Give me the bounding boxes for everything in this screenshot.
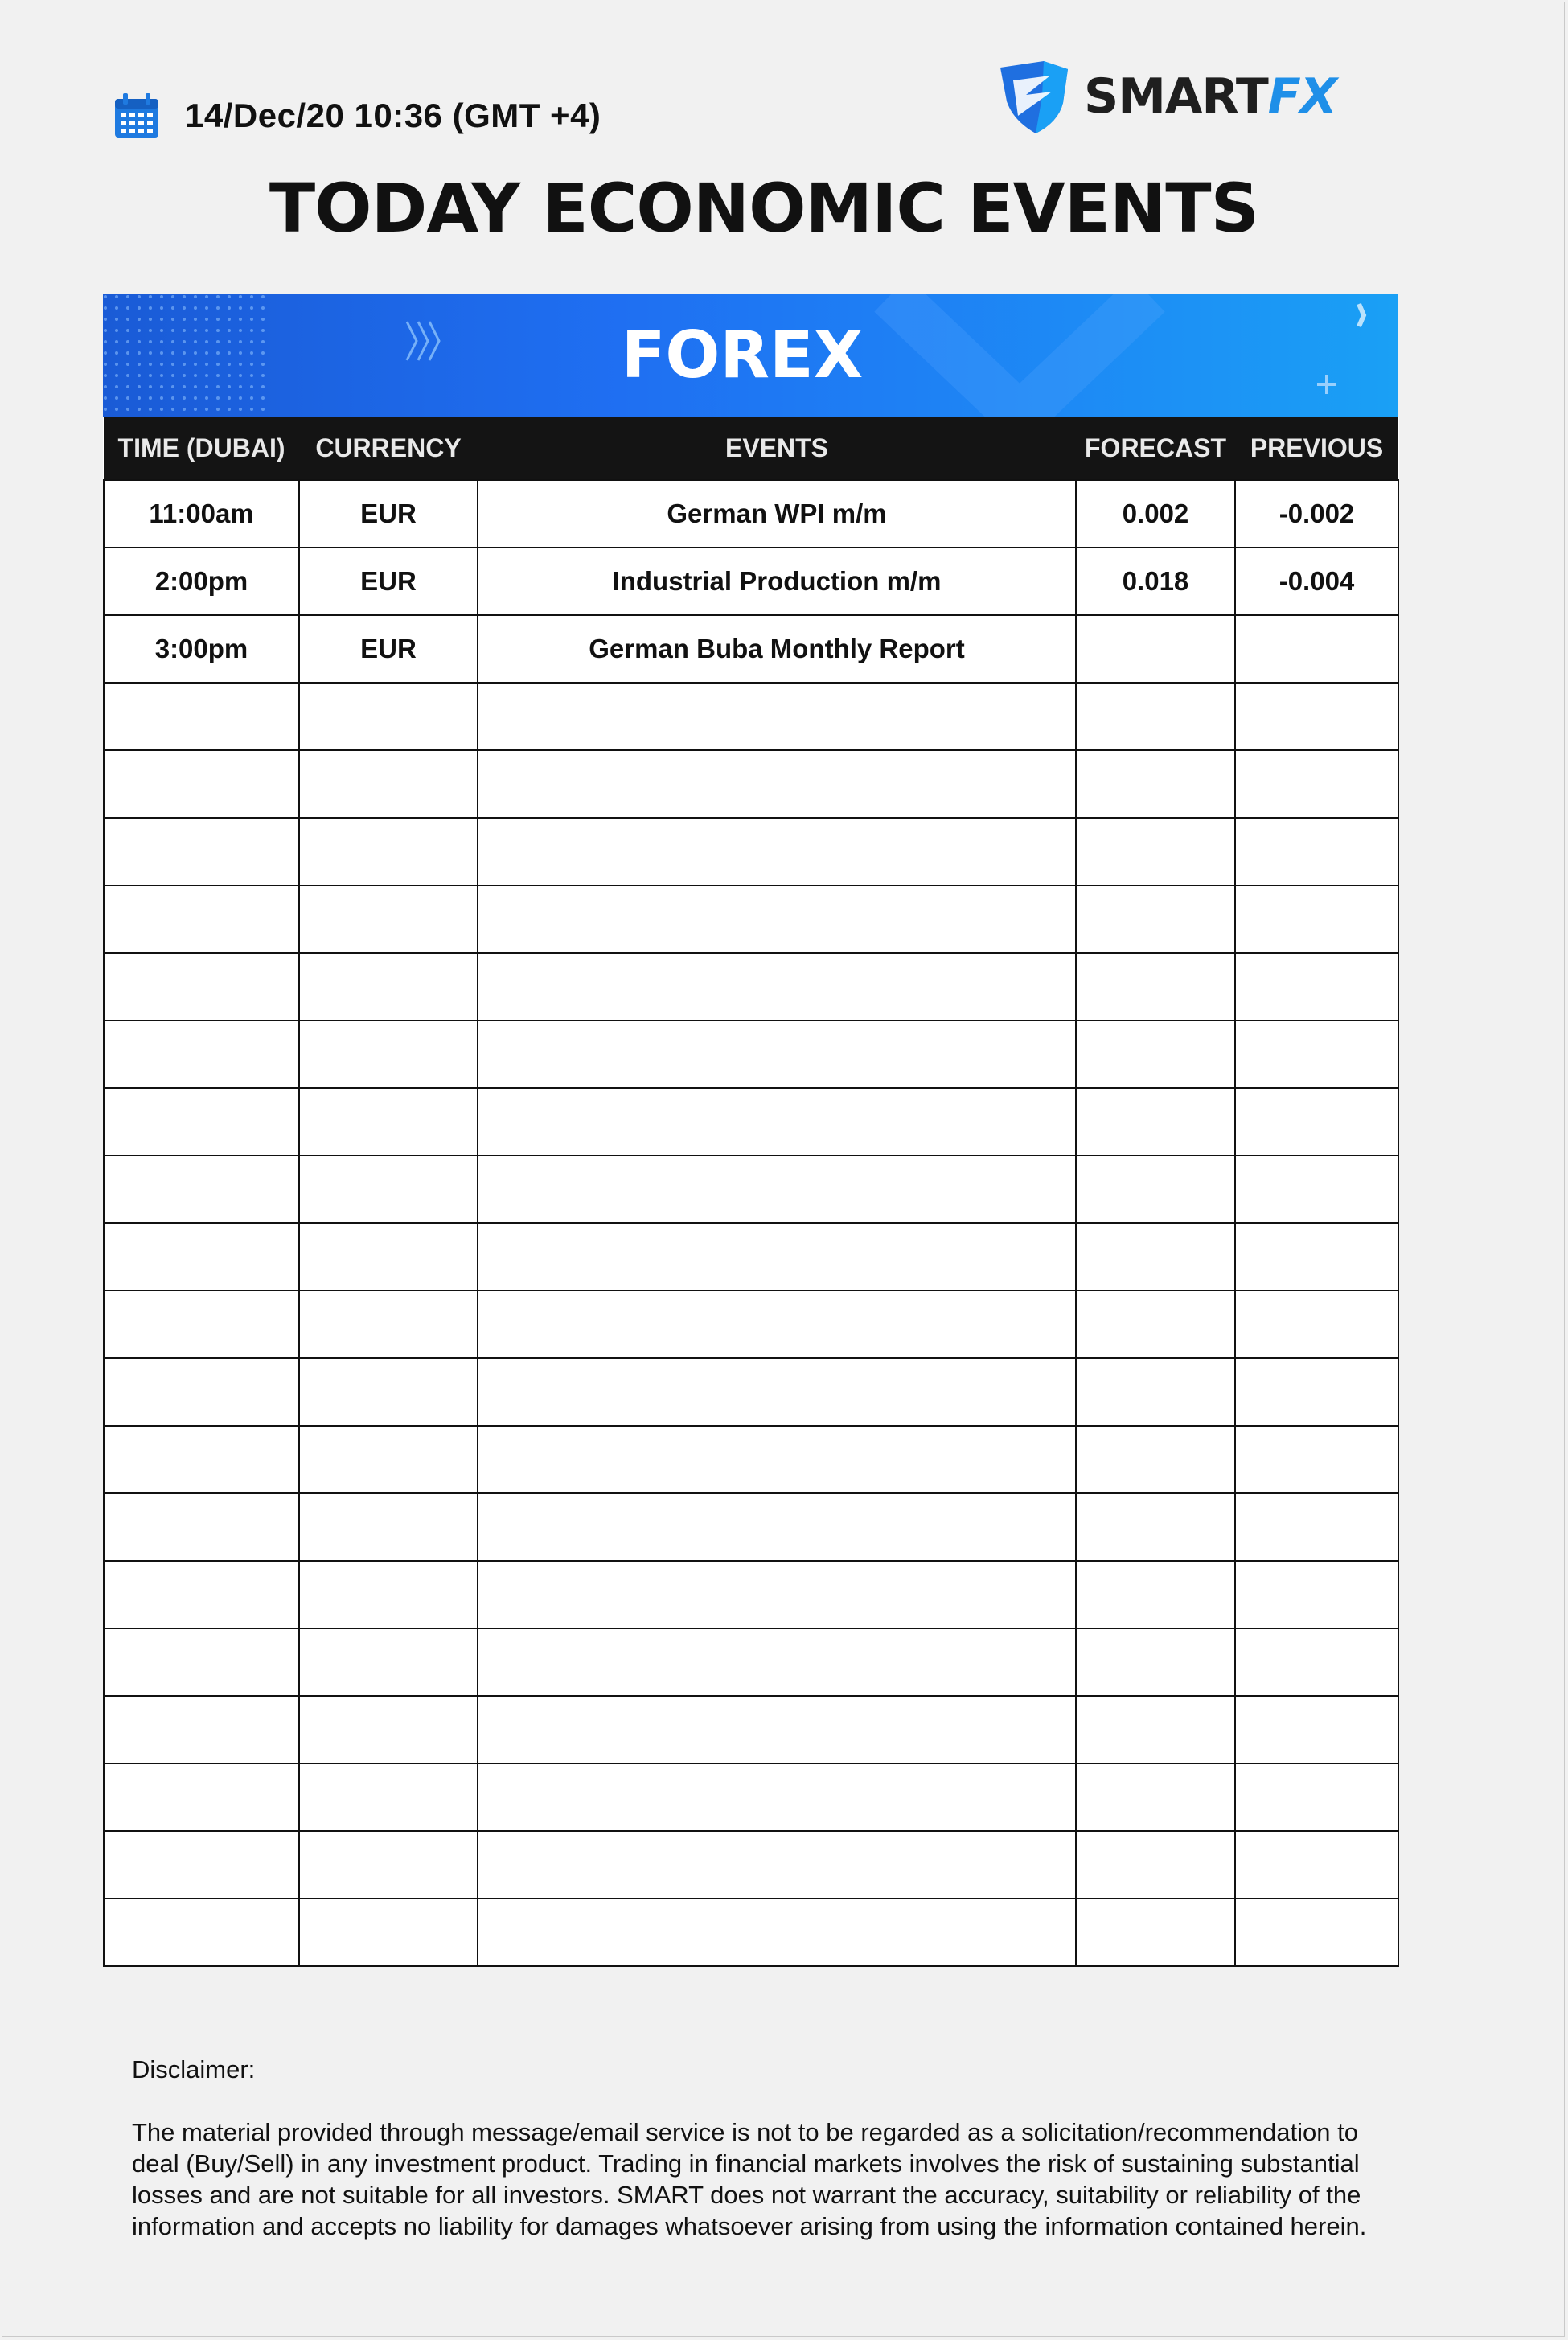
cell-previous [1235, 615, 1398, 683]
cell-time [104, 953, 299, 1020]
cell-forecast [1076, 1358, 1235, 1426]
cell-currency [299, 1763, 478, 1831]
shield-icon [994, 56, 1074, 137]
cell-time [104, 1628, 299, 1696]
cell-previous [1235, 1223, 1398, 1291]
cell-previous [1235, 1899, 1398, 1966]
cell-event: German Buba Monthly Report [478, 615, 1076, 683]
cell-previous [1235, 1156, 1398, 1223]
date-row [113, 90, 601, 142]
logo-wordmark [1084, 68, 1336, 125]
table-row [104, 1493, 1398, 1561]
cell-currency [299, 1831, 478, 1899]
disclaimer-label: Disclaimer: [132, 2055, 256, 2083]
table-row [104, 1358, 1398, 1426]
column-header-previous: PREVIOUS [1235, 417, 1398, 480]
cell-currency [299, 1899, 478, 1966]
cell-time [104, 885, 299, 953]
table-row [104, 1899, 1398, 1966]
column-header-currency: CURRENCY [299, 417, 478, 480]
table-row [104, 885, 1398, 953]
cell-event [478, 1426, 1076, 1493]
cell-time: 3:00pm [104, 615, 299, 683]
cell-forecast [1076, 1426, 1235, 1493]
page-title: TODAY ECONOMIC EVENTS [269, 169, 1259, 248]
cell-forecast [1076, 1493, 1235, 1561]
cell-previous: -0.002 [1235, 480, 1398, 548]
cell-currency [299, 885, 478, 953]
table-row [104, 683, 1398, 750]
cell-currency [299, 1291, 478, 1358]
cell-currency [299, 1020, 478, 1088]
banner-title: FOREX [621, 318, 864, 392]
cell-forecast [1076, 1223, 1235, 1291]
cell-event [478, 683, 1076, 750]
cell-currency: EUR [299, 548, 478, 615]
table-row [104, 1223, 1398, 1291]
cell-currency [299, 1561, 478, 1628]
cell-forecast: 0.018 [1076, 548, 1235, 615]
cell-currency: EUR [299, 615, 478, 683]
events-table-body [104, 480, 1398, 1966]
cell-previous [1235, 1088, 1398, 1156]
cell-event [478, 1156, 1076, 1223]
cell-event [478, 1020, 1076, 1088]
cell-currency [299, 683, 478, 750]
cell-forecast [1076, 1291, 1235, 1358]
cell-previous [1235, 1358, 1398, 1426]
cell-event [478, 1763, 1076, 1831]
cell-previous [1235, 1291, 1398, 1358]
cell-event [478, 1223, 1076, 1291]
cell-forecast [1076, 750, 1235, 818]
cell-event [478, 953, 1076, 1020]
cell-time [104, 1426, 299, 1493]
cell-event: German WPI m/m [478, 480, 1076, 548]
cell-event [478, 1291, 1076, 1358]
table-row [104, 1156, 1398, 1223]
column-header-time: TIME (DUBAI) [104, 417, 299, 480]
disclaimer-text: The material provided through message/email service is not to be regarded as a solicitation/recommendation to deal (Buy/Sell) in any investment product. Trading in financial markets involves the risk of sustaining substantial losses and are not suitable for all investors. SMART does not warrant the accuracy, suitability or reliability of the information and accepts no liability for damages whatsoever arising from using the information contained herein. [132, 2118, 1367, 2240]
cell-previous [1235, 1696, 1398, 1763]
cell-time [104, 1561, 299, 1628]
cell-previous: -0.004 [1235, 548, 1398, 615]
cell-currency [299, 1628, 478, 1696]
cell-event [478, 1088, 1076, 1156]
datetime-text: 14/Dec/20 10:36 (GMT +4) [185, 96, 601, 134]
cell-time [104, 1223, 299, 1291]
cell-forecast [1076, 1020, 1235, 1088]
cell-event: Industrial Production m/m [478, 548, 1076, 615]
cell-forecast [1076, 885, 1235, 953]
column-header-forecast: FORECAST [1076, 417, 1235, 480]
forex-banner [103, 294, 1398, 417]
cell-forecast [1076, 615, 1235, 683]
column-header-events: EVENTS [478, 417, 1076, 480]
cell-time [104, 1088, 299, 1156]
cell-time [104, 1358, 299, 1426]
cell-forecast [1076, 1696, 1235, 1763]
cell-forecast [1076, 683, 1235, 750]
cell-forecast [1076, 1156, 1235, 1223]
cell-time [104, 1291, 299, 1358]
table-row [104, 480, 1398, 548]
calendar-icon [113, 92, 161, 140]
table-row [104, 750, 1398, 818]
smartfx-logo [994, 56, 1336, 137]
cell-currency [299, 750, 478, 818]
cell-previous [1235, 953, 1398, 1020]
cell-previous [1235, 1628, 1398, 1696]
cell-event [478, 1628, 1076, 1696]
cell-time [104, 1831, 299, 1899]
cell-event [478, 1899, 1076, 1966]
cell-previous [1235, 1831, 1398, 1899]
cell-time [104, 1899, 299, 1966]
table-header-row [104, 417, 1398, 480]
table-row [104, 1020, 1398, 1088]
cell-time [104, 1763, 299, 1831]
cell-previous [1235, 1561, 1398, 1628]
cell-time [104, 1493, 299, 1561]
table-row [104, 1426, 1398, 1493]
cell-time [104, 818, 299, 885]
cell-currency [299, 1223, 478, 1291]
cell-time [104, 750, 299, 818]
cell-previous [1235, 1020, 1398, 1088]
cell-forecast [1076, 1831, 1235, 1899]
table-row [104, 818, 1398, 885]
table-row [104, 1696, 1398, 1763]
cell-currency [299, 1426, 478, 1493]
cell-forecast [1076, 1628, 1235, 1696]
table-row [104, 615, 1398, 683]
cell-previous [1235, 750, 1398, 818]
logo-smart-text: SMART [1084, 68, 1268, 125]
cell-event [478, 1561, 1076, 1628]
cell-currency [299, 1493, 478, 1561]
cell-previous [1235, 1763, 1398, 1831]
cell-time: 11:00am [104, 480, 299, 548]
cell-forecast [1076, 1561, 1235, 1628]
cell-event [478, 1358, 1076, 1426]
table-row [104, 1291, 1398, 1358]
table-row [104, 1561, 1398, 1628]
table-row [104, 548, 1398, 615]
table-row [104, 953, 1398, 1020]
cell-currency [299, 1088, 478, 1156]
table-row [104, 1763, 1398, 1831]
cell-currency [299, 818, 478, 885]
cell-time [104, 683, 299, 750]
events-table [103, 417, 1399, 1967]
cell-currency: EUR [299, 480, 478, 548]
cell-forecast: 0.002 [1076, 480, 1235, 548]
cell-event [478, 885, 1076, 953]
cell-time [104, 1020, 299, 1088]
cell-event [478, 818, 1076, 885]
cell-currency [299, 1358, 478, 1426]
cell-time [104, 1156, 299, 1223]
cell-forecast [1076, 1763, 1235, 1831]
table-row [104, 1088, 1398, 1156]
cell-previous [1235, 818, 1398, 885]
cell-previous [1235, 885, 1398, 953]
cell-event [478, 1493, 1076, 1561]
cell-time [104, 1696, 299, 1763]
cell-forecast [1076, 1088, 1235, 1156]
cell-currency [299, 953, 478, 1020]
cell-event [478, 750, 1076, 818]
cell-currency [299, 1696, 478, 1763]
cell-currency [299, 1156, 478, 1223]
cell-forecast [1076, 1899, 1235, 1966]
cell-event [478, 1831, 1076, 1899]
cell-event [478, 1696, 1076, 1763]
cell-previous [1235, 1426, 1398, 1493]
cell-previous [1235, 1493, 1398, 1561]
table-row [104, 1628, 1398, 1696]
cell-time: 2:00pm [104, 548, 299, 615]
table-row [104, 1831, 1398, 1899]
cell-forecast [1076, 818, 1235, 885]
cell-previous [1235, 683, 1398, 750]
cell-forecast [1076, 953, 1235, 1020]
logo-fx-text: FX [1267, 68, 1337, 125]
